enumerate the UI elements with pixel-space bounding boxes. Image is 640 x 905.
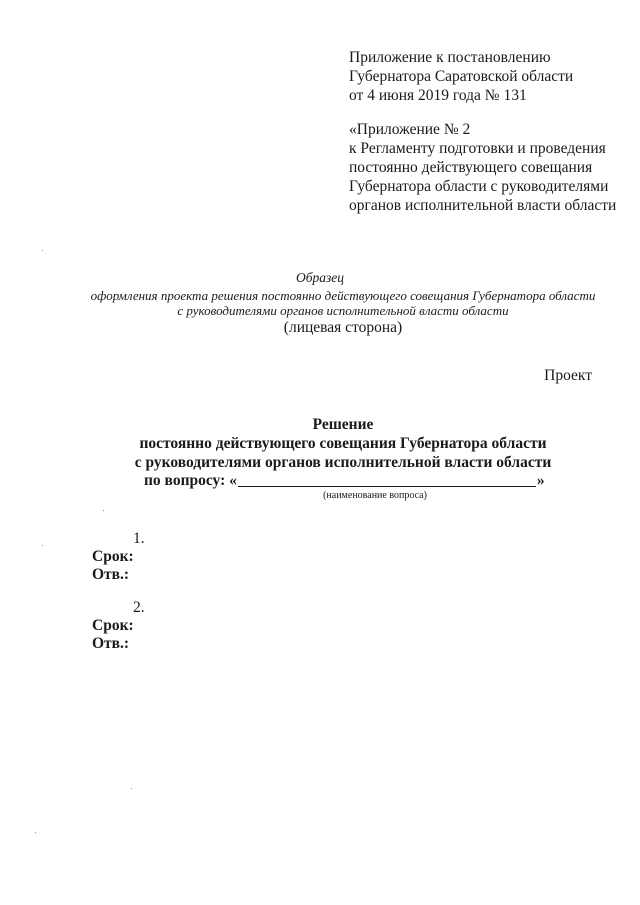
sample-title: Образец <box>295 270 345 285</box>
scan-speck <box>103 510 104 511</box>
appendix-header-line: Приложение к постановлению <box>349 49 551 66</box>
sample-description-line: оформления проекта решения постоянно действующего совещания Губернатора области <box>90 288 596 303</box>
item-number: 2. <box>133 599 145 616</box>
item-number: 1. <box>133 530 145 547</box>
scan-speck <box>35 832 36 833</box>
deadline-label: Срок: <box>92 617 134 634</box>
regulation-line: к Регламенту подготовки и проведения <box>349 140 606 157</box>
question-row <box>144 472 545 490</box>
scan-speck <box>42 545 43 546</box>
appendix-header-line: Губернатора Саратовской области <box>349 68 574 85</box>
front-side-label: (лицевая сторона) <box>283 319 403 336</box>
scan-speck <box>131 788 132 789</box>
regulation-reference <box>349 120 617 215</box>
scan-speck <box>42 250 43 251</box>
question-caption: (наименование вопроса) <box>323 490 427 501</box>
question-prefix: по вопросу: « <box>144 472 237 489</box>
responsible-label: Отв.: <box>92 566 130 583</box>
question-suffix: » <box>536 472 545 489</box>
regulation-line: постоянно действующего совещания <box>349 159 593 176</box>
regulation-line: органов исполнительной власти области <box>349 197 617 214</box>
sample-description-line: с руководителями органов исполнительной власти области <box>177 303 509 318</box>
decision-subtitle-line: с руководителями органов исполнительной власти области <box>134 454 552 471</box>
question-blank-line <box>238 472 536 487</box>
regulation-line: «Приложение № 2 <box>349 121 471 138</box>
project-label: Проект <box>544 367 592 384</box>
appendix-header-line: от 4 июня 2019 года № 131 <box>349 87 527 104</box>
responsible-label: Отв.: <box>92 635 130 652</box>
decision-title: Решение <box>312 416 374 433</box>
appendix-header <box>349 48 573 105</box>
deadline-label: Срок: <box>92 548 134 565</box>
decision-subtitle-line: постоянно действующего совещания Губернатора области <box>139 435 547 452</box>
regulation-line: Губернатора области с руководителями <box>349 178 609 195</box>
